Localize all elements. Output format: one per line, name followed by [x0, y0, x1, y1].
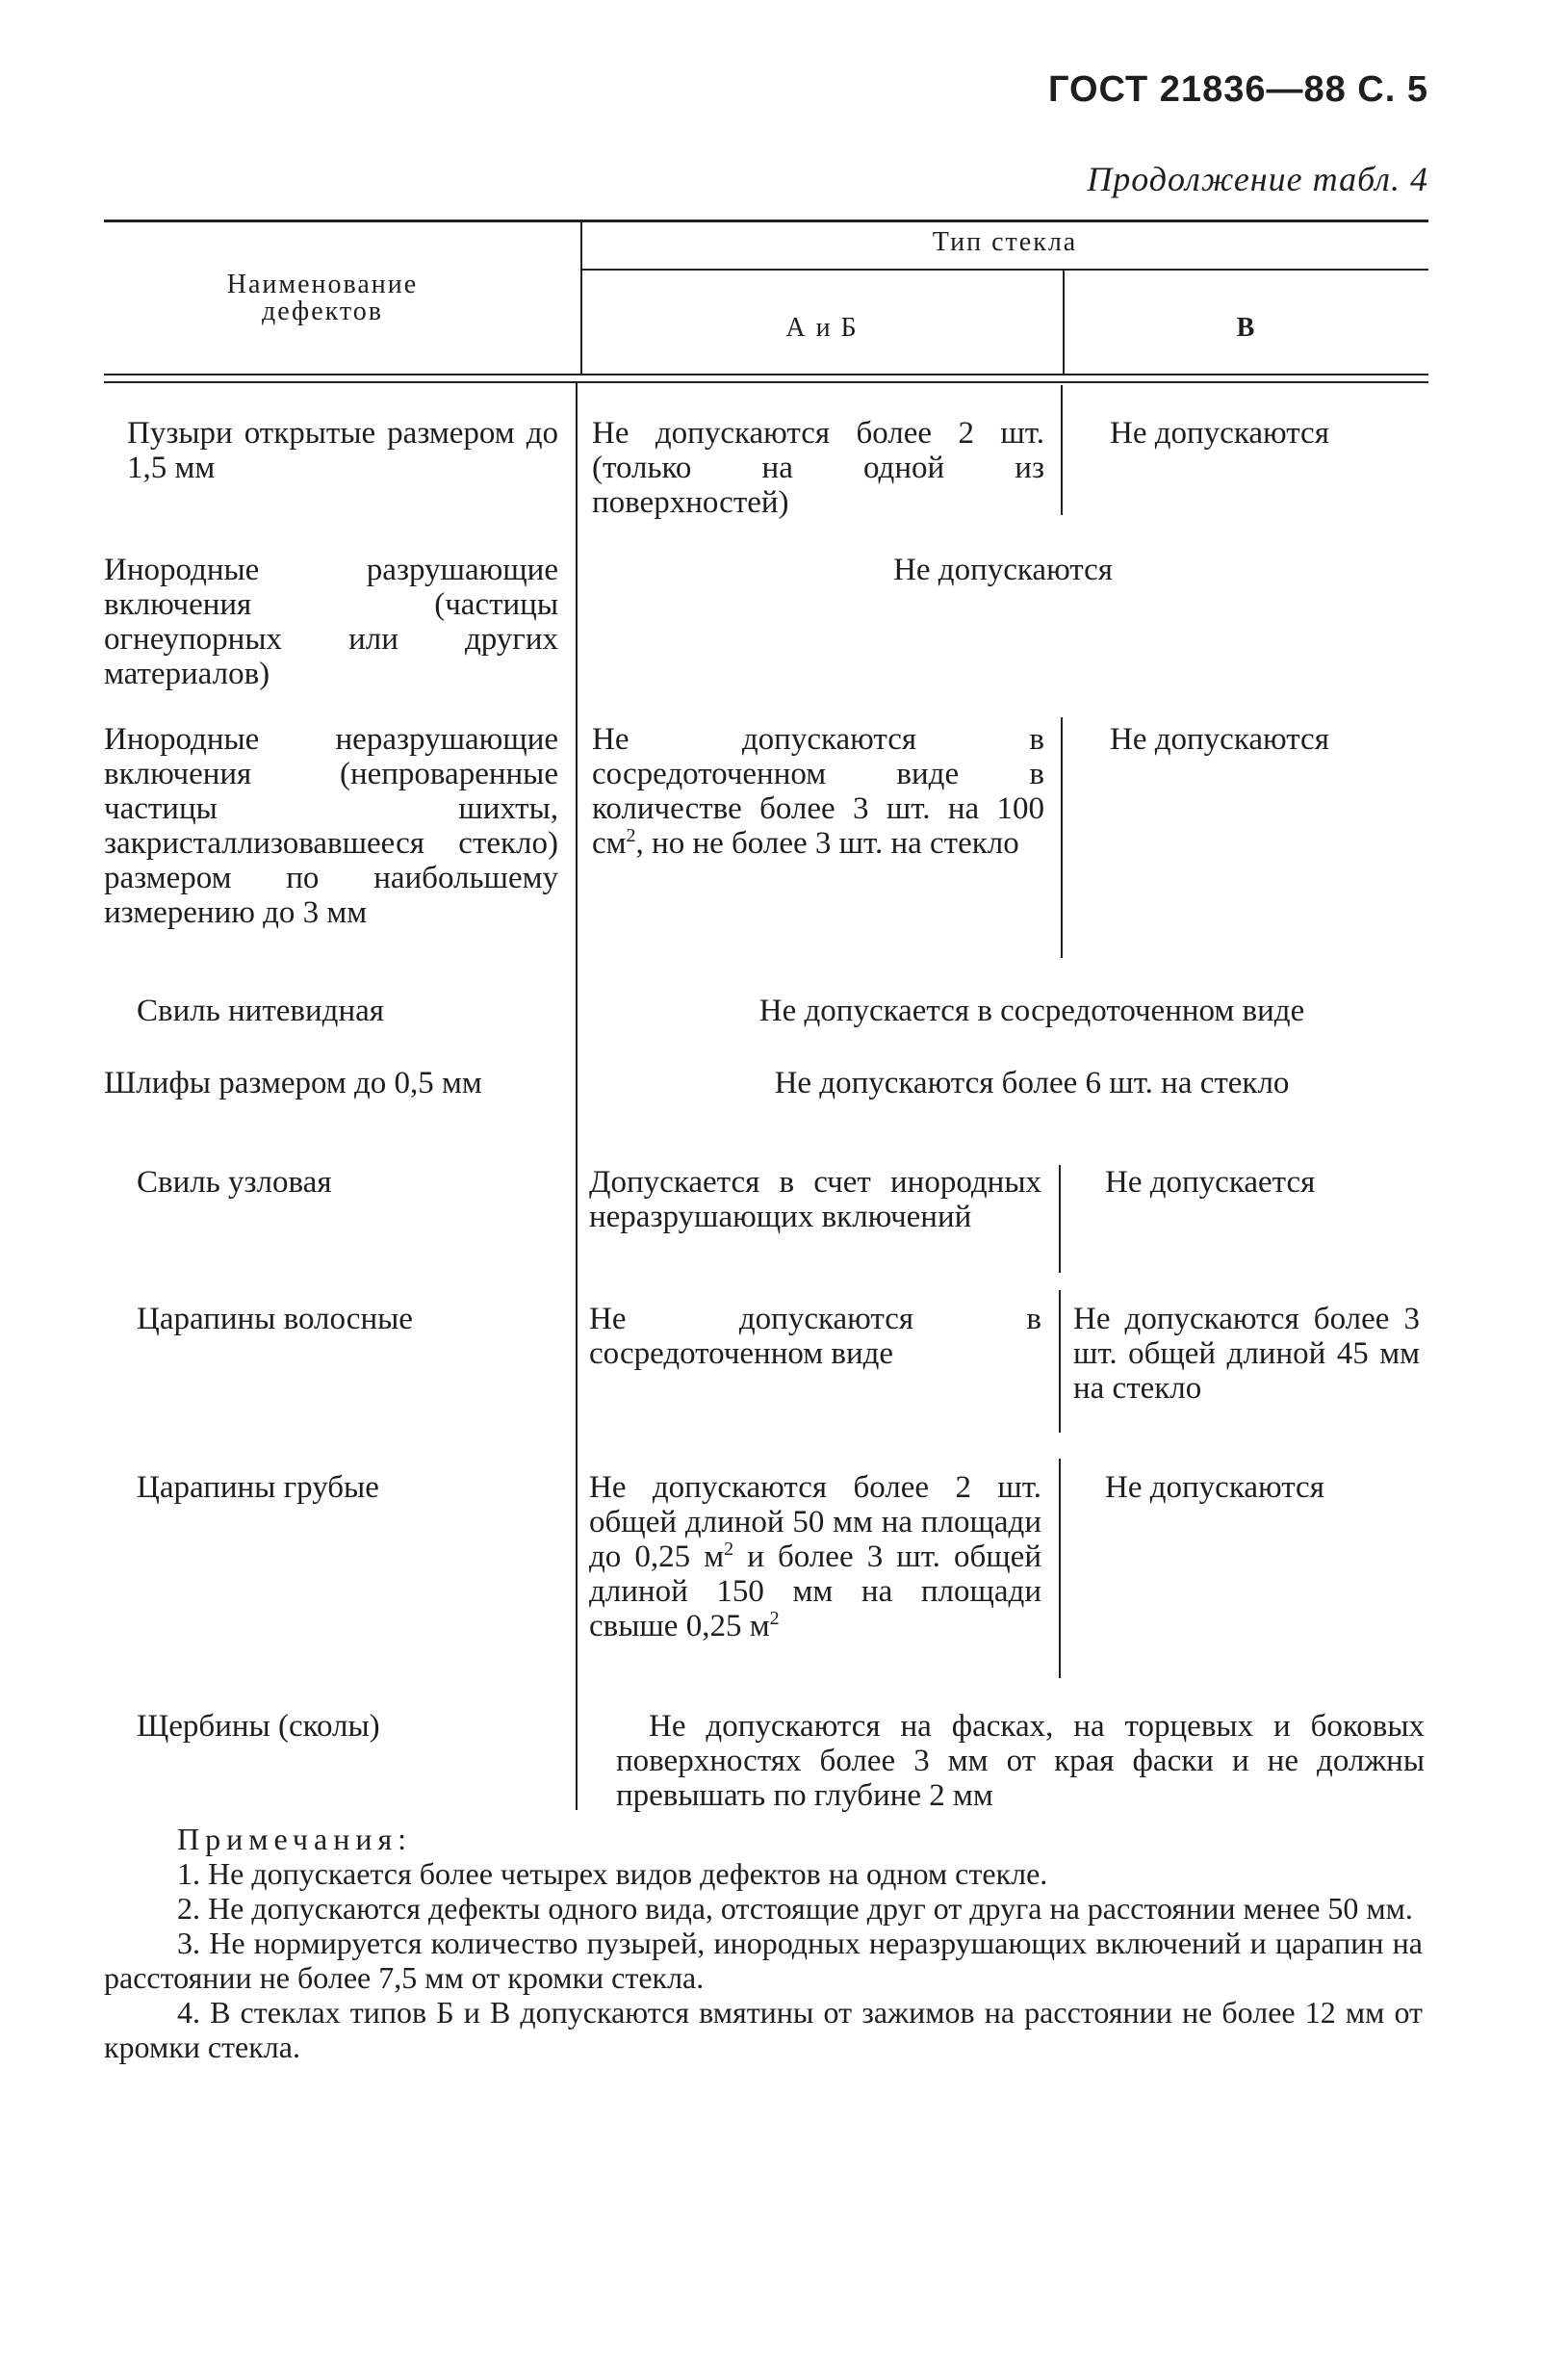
- row8-ab-superscript: 2: [724, 1539, 734, 1560]
- row1-ab: Не допускаются более 2 шт. (только на одной из поверхностей): [592, 416, 1044, 520]
- row3-ab-v-divider: [1061, 717, 1063, 958]
- col-ab-header: А и Б: [785, 313, 859, 343]
- note-item: 4. В стеклах типов Б и В допускаются вмятины от зажимов на расстоянии не более 12 мм от кромки стекла.: [104, 1995, 1423, 2064]
- row9-merged: Не допускаются на фасках, на торцевых и боковых поверхностях более 3 мм от края фаски и не должны превышать по глубине 2 мм: [616, 1709, 1425, 1813]
- row9-defect: Щербины (сколы): [137, 1709, 380, 1744]
- row4-defect: Свиль нитевидная: [137, 994, 384, 1028]
- row1-ab-v-divider: [1061, 385, 1063, 515]
- row8-defect: Царапины грубые: [137, 1470, 379, 1505]
- note-item: 3. Не нормируется количество пузырей, инородных неразрушающих включений и царапин на расстоянии не более 7,5 мм от кромки стекла.: [104, 1926, 1423, 1995]
- table-header-bottom-rule: [104, 374, 1428, 375]
- row6-ab: Допускается в счет инородных неразрушающих включений: [589, 1165, 1041, 1234]
- row1-defect: Пузыри открытые размером до 1,5 мм: [127, 416, 558, 485]
- table-continuation-label: Продолжение табл. 4: [1087, 160, 1428, 198]
- row7-v: Не допускаются более 3 шт. общей длиной 45 мм на стекло: [1073, 1302, 1420, 1406]
- row8-ab-v-divider: [1059, 1459, 1061, 1678]
- col-v-header: В: [1236, 313, 1257, 343]
- table-header-bottom-rule-2: [104, 381, 1428, 383]
- row3-ab-text-end: , но не более 3 шт. на стекло: [635, 826, 1019, 861]
- row5-merged: Не допускаются более 6 шт. на стекло: [774, 1066, 1290, 1100]
- row8-ab-text: Не допускаются более 2 шт. общей длиной 50 мм на площади до 0,25 м: [589, 1470, 1041, 1574]
- body-col-divider: [576, 383, 578, 1810]
- row8-ab: [589, 1470, 1041, 1643]
- row2-merged: Не допускаются: [893, 553, 1113, 587]
- row3-ab-superscript: 2: [626, 825, 636, 846]
- note-item: 2. Не допускаются дефекты одного вида, отстоящие друг от друга на расстоянии менее 50 мм.: [177, 1891, 1413, 1926]
- row8-ab-superscript-2: 2: [769, 1608, 780, 1629]
- row4-merged: Не допускается в сосредоточенном виде: [758, 994, 1305, 1028]
- row2-defect: Инородные разрушающие включения (частицы огнеупорных или других материалов): [104, 553, 558, 691]
- row7-ab-v-divider: [1059, 1290, 1061, 1433]
- note-item: 1. Не допускается более четырех видов дефектов на одном стекле.: [177, 1856, 1048, 1891]
- glass-type-header: Тип стекла: [932, 227, 1078, 257]
- row1-v: Не допускаются: [1110, 416, 1329, 451]
- notes-block: [104, 1822, 1423, 2064]
- table-top-rule: [104, 220, 1428, 222]
- row6-ab-v-divider: [1059, 1165, 1061, 1273]
- row3-ab: [592, 722, 1044, 861]
- defect-name-header: Наименование дефектов: [226, 270, 419, 326]
- row6-v: Не допускается: [1105, 1165, 1316, 1200]
- notes-title: Примечания:: [177, 1822, 413, 1856]
- row5-defect: Шлифы размером до 0,5 мм: [104, 1066, 482, 1100]
- row3-v: Не допускаются: [1110, 722, 1329, 757]
- glass-type-underline: [581, 269, 1428, 271]
- row3-defect: Инородные неразрушающие включения (непроваренные частицы шихты, закристаллизовавшееся стекло) размером по наибольшему измерению до 3 мм: [104, 722, 558, 930]
- row8-v: Не допускаются: [1105, 1470, 1324, 1505]
- row6-defect: Свиль узловая: [137, 1165, 332, 1200]
- row7-defect: Царапины волосные: [137, 1302, 413, 1336]
- row3-ab-text: Не допускаются в сосредоточенном виде в количестве более 3 шт. на 100 см: [592, 722, 1044, 861]
- row8-ab-text-mid: и более 3 шт. общей длиной 150 мм на площади свыше 0,25 м: [589, 1539, 1041, 1643]
- row7-ab: Не допускаются в сосредоточенном виде: [589, 1302, 1041, 1371]
- page-header: ГОСТ 21836—88 С. 5: [1047, 69, 1428, 110]
